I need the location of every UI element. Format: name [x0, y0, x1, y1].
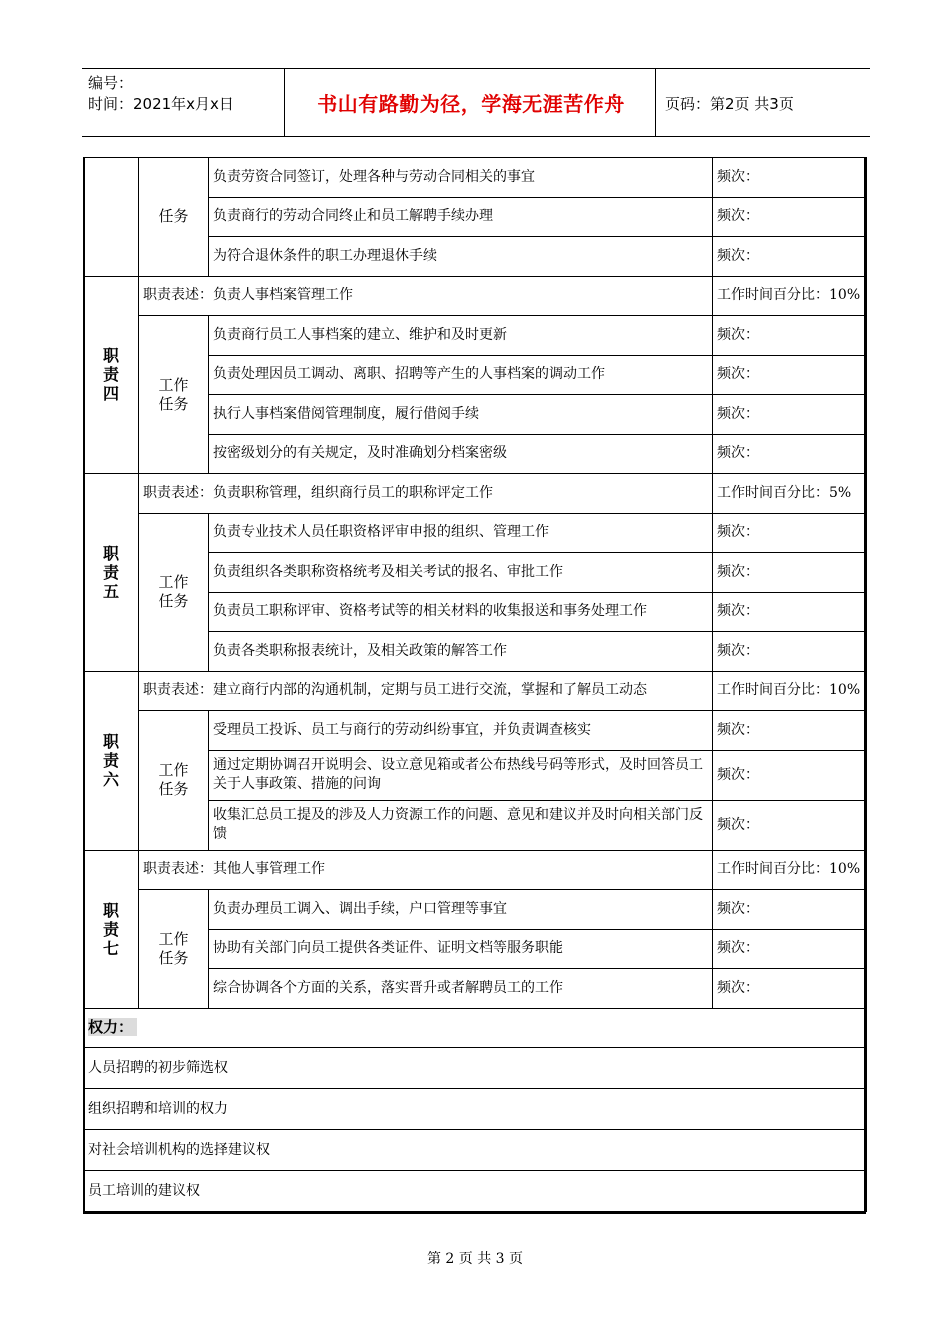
- work-time-percent: 工作时间百分比：10%: [713, 276, 867, 316]
- task-description: 负责各类职称报表统计，及相关政策的解答工作: [209, 632, 713, 672]
- work-task-label: 工作 任务: [139, 316, 209, 474]
- power-item: 对社会培训机构的选择建议权: [84, 1130, 867, 1171]
- power-item: 员工培训的建议权: [84, 1171, 867, 1212]
- task-description: 负责处理因员工调动、离职、招聘等产生的人事档案的调动工作: [209, 355, 713, 395]
- frequency-label: 频次：: [713, 553, 867, 593]
- frequency-label: 频次：: [713, 632, 867, 672]
- table-row: [84, 850, 867, 890]
- frequency-label: 频次：: [713, 237, 867, 277]
- duty-statement: 职责表述：建立商行内部的沟通机制，定期与员工进行交流，掌握和了解员工动态: [139, 671, 713, 711]
- task-description: 负责商行的劳动合同终止和员工解聘手续办理: [209, 197, 713, 237]
- table-row: [84, 276, 867, 316]
- power-item: 组织招聘和培训的权力: [84, 1089, 867, 1130]
- table-row: [84, 316, 867, 356]
- task-description: 通过定期协调召开说明会、设立意见箱或者公布热线号码等形式，及时回答员工关于人事政策、措施的问询: [209, 750, 713, 800]
- task-description: 按密级划分的有关规定，及时准确划分档案密级: [209, 434, 713, 474]
- duty-cell-continued: [84, 158, 139, 277]
- task-description: 负责劳资合同签订，处理各种与劳动合同相关的事宜: [209, 158, 713, 198]
- work-task-label: 工作 任务: [139, 890, 209, 1009]
- duty-statement: 职责表述：负责职称管理，组织商行员工的职称评定工作: [139, 474, 713, 514]
- duty-name: 职 责 七: [84, 850, 139, 1008]
- document-time-label: 时间：2021年x月x日: [88, 95, 234, 113]
- table-row: [84, 1008, 867, 1048]
- frequency-label: 频次：: [713, 929, 867, 969]
- task-description: 为符合退休条件的职工办理退休手续: [209, 237, 713, 277]
- frequency-label: 频次：: [713, 197, 867, 237]
- task-description: 负责商行员工人事档案的建立、维护和及时更新: [209, 316, 713, 356]
- header-divider: [655, 69, 656, 136]
- power-item: 人员招聘的初步筛选权: [84, 1048, 867, 1089]
- task-description: 综合协调各个方面的关系，落实晋升或者解聘员工的工作: [209, 969, 713, 1009]
- frequency-label: 频次：: [713, 592, 867, 632]
- work-time-percent: 工作时间百分比：5%: [713, 474, 867, 514]
- frequency-label: 频次：: [713, 890, 867, 930]
- table-row: [84, 1048, 867, 1089]
- task-description: 负责办理员工调入、调出手续，户口管理等事宜: [209, 890, 713, 930]
- frequency-label: 频次：: [713, 969, 867, 1009]
- header-slogan: 书山有路勤为径，学海无涯苦作舟: [317, 92, 625, 116]
- frequency-label: 频次：: [713, 513, 867, 553]
- table-row: [84, 158, 867, 198]
- table-row: [84, 1089, 867, 1130]
- header-meta: [88, 73, 234, 115]
- duty-table: [83, 157, 867, 1212]
- duty-name: 职 责 六: [84, 671, 139, 850]
- frequency-label: 频次：: [713, 355, 867, 395]
- duty-name: 职 责 四: [84, 276, 139, 474]
- duty-name: 职 责 五: [84, 474, 139, 672]
- duty-statement: 职责表述：其他人事管理工作: [139, 850, 713, 890]
- work-time-percent: 工作时间百分比：10%: [713, 850, 867, 890]
- table-row: [84, 890, 867, 930]
- frequency-label: 频次：: [713, 750, 867, 800]
- task-label: 任务: [139, 158, 209, 277]
- table-row: [84, 1171, 867, 1212]
- table-row: [84, 1130, 867, 1171]
- powers-label-text: 权力：: [88, 1018, 137, 1036]
- frequency-label: 频次：: [713, 711, 867, 751]
- task-description: 协助有关部门向员工提供各类证件、证明文档等服务职能: [209, 929, 713, 969]
- work-task-label: 工作 任务: [139, 513, 209, 671]
- table-row: [84, 711, 867, 751]
- duty-statement: 职责表述：负责人事档案管理工作: [139, 276, 713, 316]
- table-row: [84, 513, 867, 553]
- frequency-label: 频次：: [713, 395, 867, 435]
- frequency-label: 频次：: [713, 316, 867, 356]
- frequency-label: 频次：: [713, 158, 867, 198]
- task-description: 执行人事档案借阅管理制度，履行借阅手续: [209, 395, 713, 435]
- table-row: [84, 671, 867, 711]
- task-description: 受理员工投诉、员工与商行的劳动纠纷事宜，并负责调查核实: [209, 711, 713, 751]
- page-header: [82, 68, 870, 137]
- frequency-label: 频次：: [713, 800, 867, 850]
- work-task-label: 工作 任务: [139, 711, 209, 851]
- task-description: 负责专业技术人员任职资格评审申报的组织、管理工作: [209, 513, 713, 553]
- page-footer: 第 2 页 共 3 页: [426, 1251, 524, 1267]
- work-time-percent: 工作时间百分比：10%: [713, 671, 867, 711]
- frequency-label: 频次：: [713, 434, 867, 474]
- header-divider: [284, 69, 285, 136]
- task-description: 负责员工职称评审、资格考试等的相关材料的收集报送和事务处理工作: [209, 592, 713, 632]
- task-description: 负责组织各类职称资格统考及相关考试的报名、审批工作: [209, 553, 713, 593]
- document-number-label: 编号：: [88, 74, 134, 92]
- table-row: [84, 474, 867, 514]
- powers-label: [84, 1008, 867, 1048]
- header-page-info: 页码：第2页 共3页: [665, 95, 794, 113]
- task-description: 收集汇总员工提及的涉及人力资源工作的问题、意见和建议并及时向相关部门反馈: [209, 800, 713, 850]
